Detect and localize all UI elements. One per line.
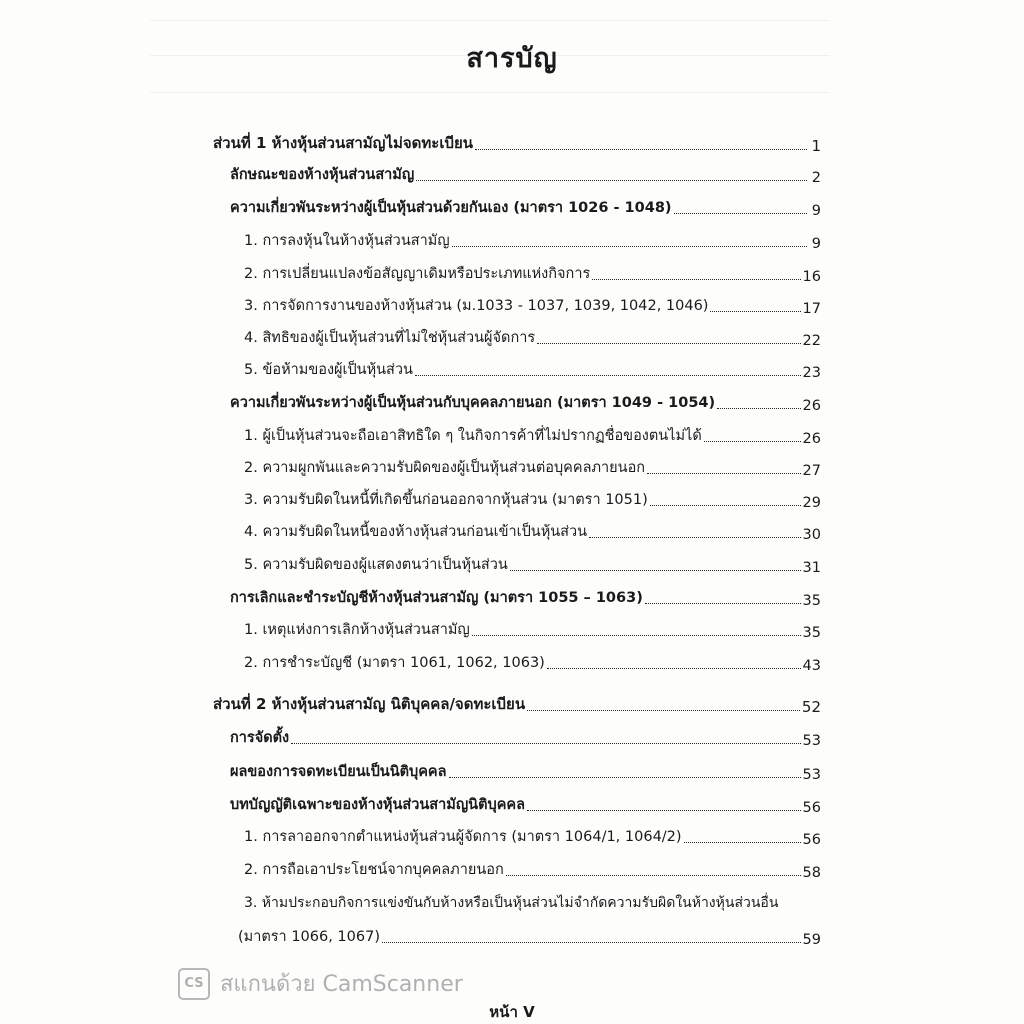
toc-page-number: 31 — [802, 560, 821, 576]
toc-page-number: 52 — [801, 698, 821, 716]
toc-label: การจัดตั้ง — [230, 730, 290, 746]
watermark-text: สแกนด้วย CamScanner — [220, 972, 463, 997]
dot-leader — [382, 942, 801, 943]
toc-label: ลักษณะของห้างหุ้นส่วนสามัญ — [230, 167, 415, 183]
toc-label: 1. เหตุแห่งการเลิกห้างหุ้นส่วนสามัญ — [244, 622, 470, 638]
toc-entry[interactable] — [244, 650, 821, 674]
toc-label: ความเกี่ยวพันระหว่างผู้เป็นหุ้นส่วนด้วยกันเอง (มาตรา 1026 - 1048) — [230, 200, 672, 216]
toc-label: 1. การลงหุ้นในห้างหุ้นส่วนสามัญ — [244, 233, 450, 249]
toc-label: 2. การเปลี่ยนแปลงข้อสัญญาเดิมหรือประเภทแห่งกิจการ — [244, 266, 591, 282]
toc-entry[interactable] — [244, 857, 821, 881]
dot-leader — [510, 570, 801, 571]
toc-entry[interactable] — [238, 924, 821, 948]
toc-label: 5. ข้อห้ามของผู้เป็นหุ้นส่วน — [244, 362, 413, 378]
dot-leader — [415, 375, 801, 376]
toc-entry[interactable] — [244, 824, 821, 848]
toc-entry-part-1[interactable] — [213, 131, 821, 155]
toc-entry[interactable] — [244, 890, 821, 914]
toc-entry[interactable] — [230, 195, 821, 219]
dot-leader — [472, 635, 801, 636]
toc-label: 1. การลาออกจากตำแหน่งหุ้นส่วนผู้จัดการ (มาตรา 1064/1, 1064/2) — [244, 829, 682, 845]
toc-page-number: 26 — [802, 398, 821, 414]
toc-entry-part-2[interactable] — [213, 692, 821, 716]
toc-entry[interactable] — [230, 390, 821, 414]
toc-entry[interactable] — [230, 162, 821, 186]
toc-entry[interactable] — [244, 519, 821, 543]
camscanner-watermark — [178, 966, 463, 1001]
toc-label: 5. ความรับผิดของผู้แสดงตนว่าเป็นหุ้นส่วน — [244, 557, 508, 573]
toc-label: บทบัญญัติเฉพาะของห้างหุ้นส่วนสามัญนิติบุคคล — [230, 797, 525, 813]
dot-leader — [475, 149, 807, 150]
dot-leader — [710, 311, 800, 312]
dot-leader — [589, 537, 800, 538]
toc-page-number: 27 — [802, 463, 821, 479]
dot-leader — [291, 743, 800, 744]
toc-page-number: 9 — [811, 203, 821, 219]
toc-page-number: 30 — [802, 527, 821, 543]
dot-leader — [416, 180, 807, 181]
dot-leader — [527, 810, 801, 811]
toc-label: 4. ความรับผิดในหนี้ของห้างหุ้นส่วนก่อนเข้าเป็นหุ้นส่วน — [244, 524, 588, 540]
toc-page-number: 9 — [811, 236, 821, 252]
toc-entry[interactable] — [244, 423, 821, 447]
toc-label: การเลิกและชำระบัญชีห้างหุ้นส่วนสามัญ (มาตรา 1055 – 1063) — [230, 590, 643, 606]
toc-entry[interactable] — [244, 357, 821, 381]
dot-leader — [537, 343, 800, 344]
toc-entry[interactable] — [244, 325, 821, 349]
dot-leader — [452, 246, 807, 247]
dot-leader — [547, 668, 801, 669]
page-title: สารบัญ — [466, 43, 558, 74]
toc-page-number: 16 — [802, 269, 821, 285]
dot-leader — [674, 213, 807, 214]
toc-page-number: 59 — [802, 932, 821, 948]
dot-leader — [684, 842, 801, 843]
toc-label: ส่วนที่ 1 ห้างหุ้นส่วนสามัญไม่จดทะเบียน — [213, 134, 474, 152]
toc-label: 3. ห้ามประกอบกิจการแข่งขันกับห้างหรือเป็นหุ้นส่วนไม่จำกัดความรับผิดในห้างหุ้นส่วนอื่น — [244, 895, 779, 911]
toc-label: ส่วนที่ 2 ห้างหุ้นส่วนสามัญ นิติบุคคล/จดทะเบียน — [213, 695, 526, 713]
toc-page-number: 35 — [802, 625, 821, 641]
toc-entry[interactable] — [244, 617, 821, 641]
toc-entry[interactable] — [244, 455, 821, 479]
dot-leader — [449, 777, 801, 778]
toc-page-number: 29 — [802, 495, 821, 511]
toc-page-number: 22 — [802, 333, 821, 349]
toc-entry[interactable] — [244, 228, 821, 252]
toc-label: ผลของการจดทะเบียนเป็นนิติบุคคล — [230, 764, 447, 780]
toc-entry[interactable] — [230, 759, 821, 783]
toc-label: 3. การจัดการงานของห้างหุ้นส่วน (ม.1033 - 1037, 1039, 1042, 1046) — [244, 298, 709, 314]
toc-label: 3. ความรับผิดในหนี้ที่เกิดขึ้นก่อนออกจากหุ้นส่วน (มาตรา 1051) — [244, 492, 648, 508]
toc-page-number: 53 — [802, 767, 821, 783]
toc-label: 1. ผู้เป็นหุ้นส่วนจะถือเอาสิทธิใด ๆ ในกิจการค้าที่ไม่ปรากฏชื่อของตนไม่ได้ — [244, 428, 702, 444]
toc-entry[interactable] — [244, 261, 821, 285]
toc-page-number: 23 — [802, 365, 821, 381]
dot-leader — [506, 875, 801, 876]
toc-label: 4. สิทธิของผู้เป็นหุ้นส่วนที่ไม่ใช่หุ้นส่วนผู้จัดการ — [244, 330, 536, 346]
toc-page-number: 43 — [802, 658, 821, 674]
camscanner-logo-icon: CS — [178, 968, 210, 1000]
dot-leader — [592, 279, 800, 280]
toc-label: ความเกี่ยวพันระหว่างผู้เป็นหุ้นส่วนกับบุคคลภายนอก (มาตรา 1049 - 1054) — [230, 395, 716, 411]
dot-leader — [717, 408, 800, 409]
toc-entry[interactable] — [244, 293, 821, 317]
toc-label: (มาตรา 1066, 1067) — [238, 929, 380, 945]
toc-entry[interactable] — [244, 487, 821, 511]
toc-label: 2. การชำระบัญชี (มาตรา 1061, 1062, 1063) — [244, 655, 545, 671]
toc-page-number: 56 — [802, 800, 821, 816]
toc-label: 2. การถือเอาประโยชน์จากบุคคลภายนอก — [244, 862, 504, 878]
dot-leader — [645, 603, 801, 604]
dot-leader — [650, 505, 801, 506]
dot-leader — [704, 441, 801, 442]
dot-leader — [647, 473, 800, 474]
toc-label: 2. ความผูกพันและความรับผิดของผู้เป็นหุ้นส่วนต่อบุคคลภายนอก — [244, 460, 646, 476]
toc-page-number: 56 — [802, 832, 821, 848]
toc-entry[interactable] — [230, 725, 821, 749]
toc-page-number: 53 — [802, 733, 821, 749]
toc-page-number: 2 — [811, 170, 821, 186]
toc-entry[interactable] — [230, 585, 821, 609]
toc-entry[interactable] — [244, 552, 821, 576]
toc-page-number: 17 — [802, 301, 821, 317]
toc-page-number: 1 — [811, 137, 821, 155]
toc-page-number: 26 — [802, 431, 821, 447]
toc-entry[interactable] — [230, 792, 821, 816]
page-number-footer: หน้า V — [489, 1003, 535, 1021]
dot-leader — [527, 710, 800, 711]
toc-page-number: 58 — [802, 865, 821, 881]
toc-page-number: 35 — [802, 593, 821, 609]
